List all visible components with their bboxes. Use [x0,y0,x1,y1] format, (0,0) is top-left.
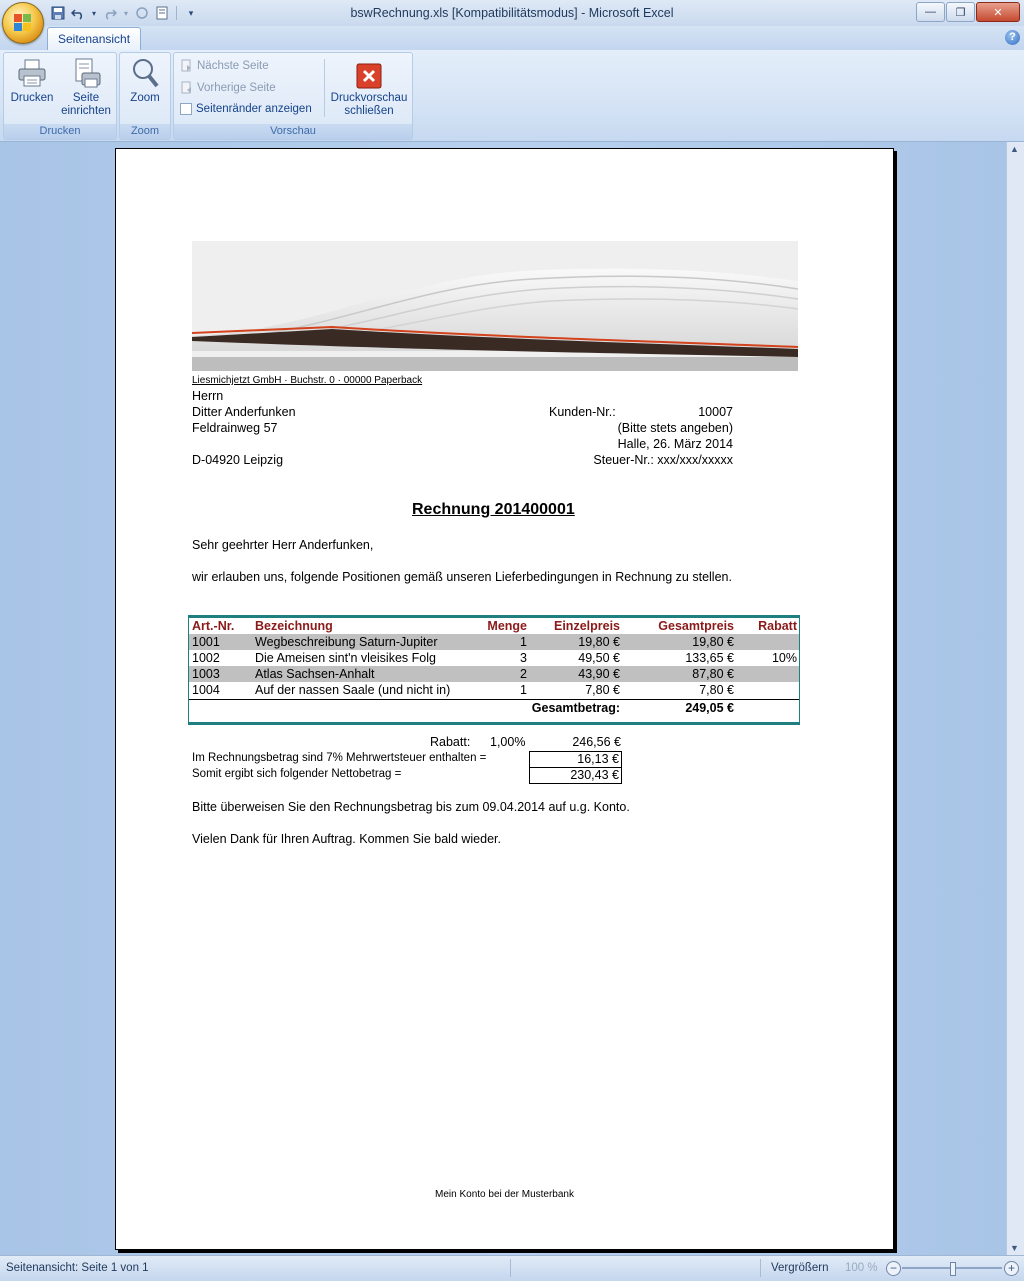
thanks-note: Vielen Dank für Ihren Auftrag. Kommen Sie bald wieder. [192,832,501,846]
sender-line: Liesmichjetzt GmbH · Buchstr. 0 · 00000 Paperback [192,375,423,386]
page-setup-label-1: Seite [72,92,100,104]
recipient-name: Ditter Anderfunken [192,405,296,419]
group-zoom [119,52,171,140]
recipient-street: Feldrainweg 57 [192,421,278,435]
invoice-title: Rechnung 201400001 [412,501,575,518]
recipient-salutation: Herrn [192,389,224,403]
footer-bank: Mein Konto bei der Musterbank [435,1189,574,1200]
tax-id: Steuer-Nr.: xxx/xxx/xxxxx [593,453,733,467]
net-value: 230,43 € [529,767,622,784]
cell-menge: 2 [520,667,527,681]
print-button-label: Drucken [10,92,54,104]
group-label-drucken: Drucken [4,124,116,139]
status-bar [0,1255,1024,1281]
cell-bezeichnung: Die Ameisen sint'n vleisikes Folg [255,651,436,665]
customer-number-note: (Bitte stets angeben) [617,421,733,435]
group-drucken [3,52,117,140]
discount-rate: 1,00% [490,735,526,749]
zoom-out-icon[interactable]: − [886,1261,901,1276]
zoom-slider-thumb[interactable] [950,1262,956,1276]
discount-label: Rabatt: [430,735,471,749]
recipient-city: D-04920 Leipzig [192,453,284,467]
total-label: Gesamtbetrag: [531,701,620,715]
cell-einzelpreis: 43,90 € [578,667,620,681]
group-label-zoom: Zoom [120,124,170,139]
print-preview-page[interactable] [115,148,894,1250]
cell-bezeichnung: Wegbeschreibung Saturn-Jupiter [255,635,438,649]
scroll-down-arrow-icon[interactable]: ▼ [1010,1243,1019,1253]
vertical-scrollbar[interactable] [1006,142,1024,1255]
header-art-nr: Art.-Nr. [192,619,235,633]
table-row [189,634,799,650]
discount-total: 246,56 € [572,735,621,749]
table-row [189,666,799,682]
customize-qat-icon[interactable]: ▾ [188,7,194,18]
header-bezeichnung: Bezeichnung [255,619,333,633]
customer-number: 10007 [698,405,733,419]
cell-gesamtpreis: 133,65 € [685,651,734,665]
redo-dropdown-icon[interactable]: ▾ [123,8,128,18]
table-row [189,682,799,698]
previous-page-icon [180,81,193,94]
tab-seitenansicht[interactable]: Seitenansicht [47,27,141,51]
zoom-button[interactable] [123,57,167,105]
group-separator [324,59,325,117]
cell-einzelpreis: 49,50 € [578,651,620,665]
invoice-table [188,615,800,725]
place-date: Halle, 26. März 2014 [617,437,733,451]
vat-value: 16,13 € [529,751,622,768]
minimize-button[interactable]: — [916,2,945,22]
header-einzelpreis: Einzelpreis [554,619,620,633]
next-page-button[interactable] [180,59,269,72]
window-controls [916,2,1020,22]
close-window-button[interactable]: ✕ [976,2,1020,22]
cell-art-nr: 1002 [192,651,220,665]
close-preview-label-2: schließen [344,105,394,117]
net-label: Somit ergibt sich folgender Nettobetrag = [192,768,402,780]
close-preview-button[interactable] [328,57,410,118]
previous-page-button[interactable] [180,81,276,94]
cell-art-nr: 1003 [192,667,220,681]
cell-gesamtpreis: 87,80 € [692,667,734,681]
cell-einzelpreis: 7,80 € [585,683,620,697]
close-preview-icon [356,63,382,89]
zoom-in-label[interactable]: Vergrößern [771,1262,829,1274]
ribbon [0,50,1024,142]
cell-einzelpreis: 19,80 € [578,635,620,649]
group-vorschau [173,52,413,140]
scroll-up-arrow-icon[interactable]: ▲ [1010,144,1019,154]
magnifier-icon [129,57,161,89]
cell-gesamtpreis: 7,80 € [699,683,734,697]
cell-menge: 1 [520,683,527,697]
header-menge: Menge [487,619,527,633]
status-divider [760,1259,761,1277]
payment-note: Bitte überweisen Sie den Rechnungsbetrag bis zum 09.04.2014 auf u.g. Konto. [192,800,630,814]
page-setup-button[interactable] [59,57,113,118]
undo-dropdown-icon[interactable]: ▾ [91,8,96,18]
table-header-row [189,618,799,634]
next-page-icon [180,59,193,72]
previous-page-label: Vorherige Seite [197,81,276,94]
book-banner-image [192,241,798,371]
restore-button[interactable]: ❐ [946,2,975,22]
cell-rabatt: 10% [771,651,797,665]
cell-bezeichnung: Auf der nassen Saale (und nicht in) [255,683,451,697]
customer-number-label: Kunden-Nr.: [549,405,616,419]
status-divider [510,1259,511,1277]
help-icon[interactable]: ? [1005,30,1020,45]
show-margins-checkbox[interactable] [180,103,312,115]
intro-text: wir erlauben uns, folgende Positionen gemäß unseren Lieferbedingungen in Rechnung zu stellen. [192,570,732,584]
ribbon-tab-row [0,26,1024,50]
cell-menge: 3 [520,651,527,665]
greeting: Sehr geehrter Herr Anderfunken, [192,538,374,552]
show-margins-label: Seitenränder anzeigen [196,103,312,115]
next-page-label: Nächste Seite [197,59,269,72]
cell-bezeichnung: Atlas Sachsen-Anhalt [255,667,375,681]
office-logo-icon [14,14,32,32]
office-button[interactable] [2,2,44,44]
printer-icon [16,57,48,89]
vat-label: Im Rechnungsbetrag sind 7% Mehrwertsteuer enthalten = [192,752,487,764]
title-bar [0,0,1024,27]
status-text: Seitenansicht: Seite 1 von 1 [6,1262,149,1274]
cell-art-nr: 1004 [192,683,220,697]
zoom-value: 100 % [845,1262,878,1274]
table-row [189,650,799,666]
total-value: 249,05 € [685,701,734,715]
print-button[interactable] [7,57,57,105]
header-rabatt: Rabatt [758,619,797,633]
table-total-row [189,699,799,716]
header-gesamtpreis: Gesamtpreis [658,619,734,633]
cell-menge: 1 [520,635,527,649]
cell-art-nr: 1001 [192,635,220,649]
page-setup-icon [70,57,102,89]
margins-checkbox-box[interactable] [180,103,192,115]
close-preview-label-1: Druckvorschau [330,92,408,104]
zoom-label: Zoom [130,92,160,104]
cell-gesamtpreis: 19,80 € [692,635,734,649]
window-title: bswRechnung.xls [Kompatibilitätsmodus] - Microsoft Excel [350,6,674,20]
zoom-slider[interactable] [902,1267,1002,1269]
group-label-vorschau: Vorschau [174,124,412,139]
page-setup-label-2: einrichten [61,105,111,117]
zoom-in-icon[interactable]: + [1004,1261,1019,1276]
